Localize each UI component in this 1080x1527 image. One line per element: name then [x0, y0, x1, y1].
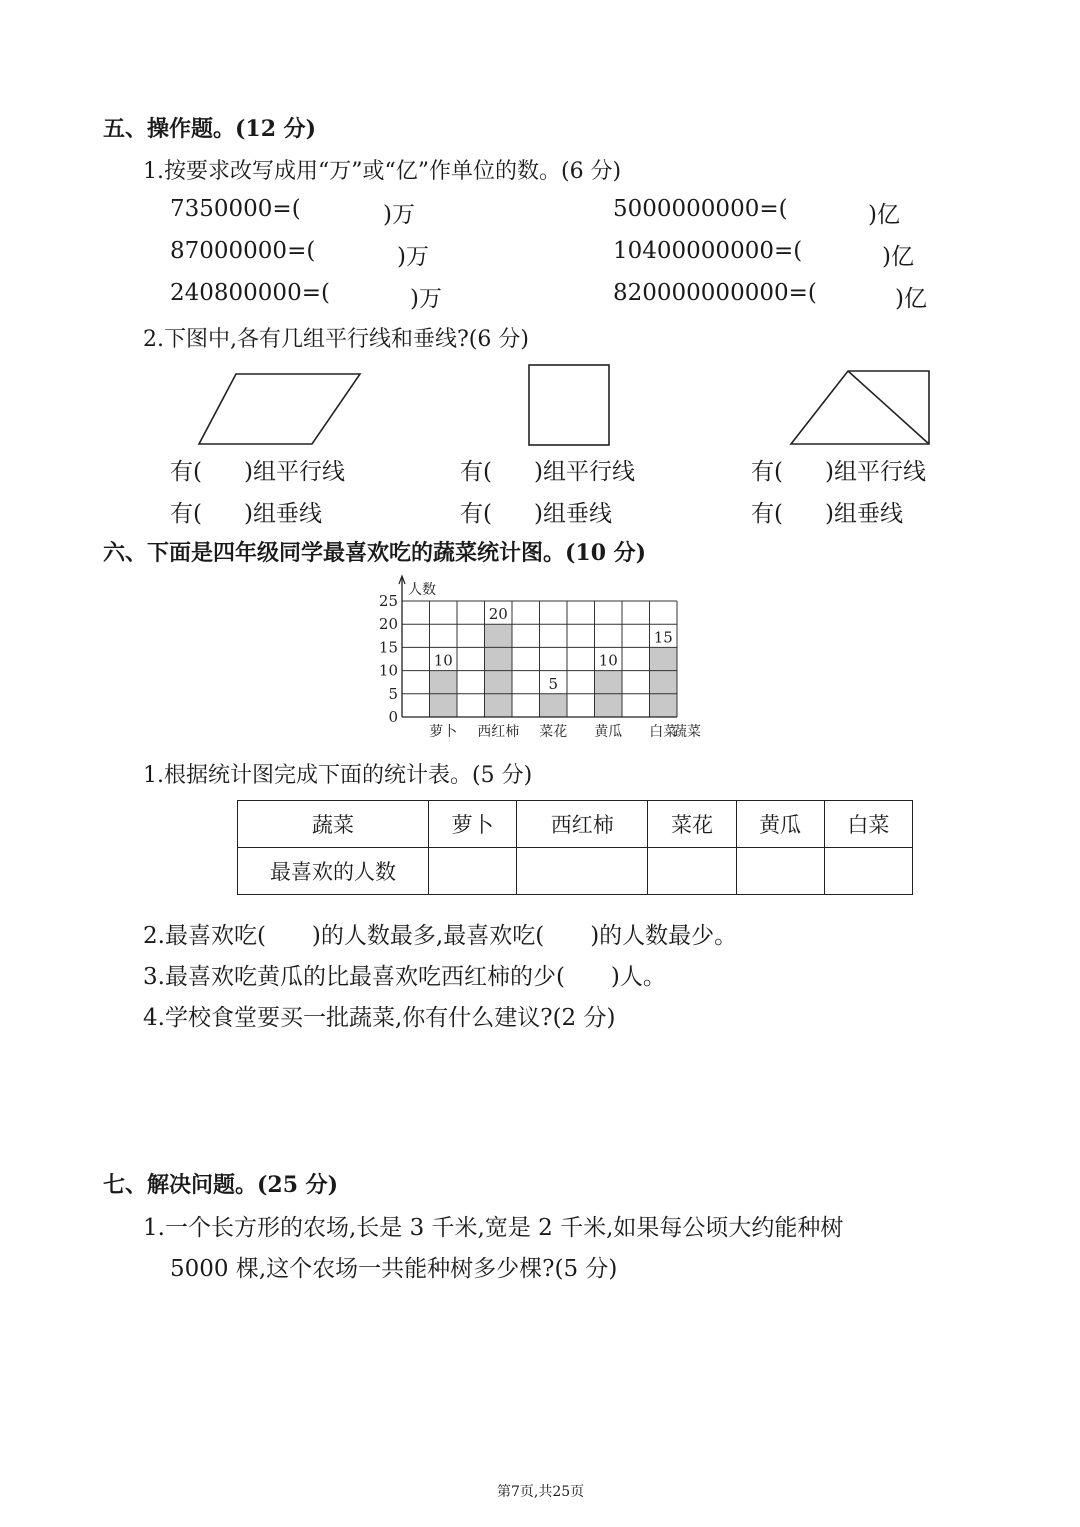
conversion-unit: )万 — [383, 202, 415, 228]
vegetable-bar-chart — [360, 572, 760, 744]
table-header-cell: 萝卜 — [429, 801, 517, 848]
conversion-number: 87000000=( — [170, 238, 316, 264]
conversion-item — [170, 280, 330, 306]
chart-x-axis-label: 蔬菜 — [673, 724, 701, 740]
answer-perp-3: 有( )组垂线 — [751, 501, 903, 527]
answer-perp-1: 有( )组垂线 — [170, 501, 322, 527]
conversion-number: 7350000=( — [170, 196, 301, 222]
table-answer-cell[interactable] — [648, 848, 736, 895]
chart-data-label: 20 — [488, 605, 508, 624]
chart-y-tick-label: 0 — [388, 708, 398, 726]
conversion-item — [613, 280, 817, 306]
section6-title: 六、下面是四年级同学最喜欢吃的蔬菜统计图。(10 分) — [103, 540, 647, 566]
table-header-row — [238, 801, 913, 848]
answer-parallel-2: 有( )组平行线 — [460, 459, 635, 485]
chart-category-label: 黄瓜 — [594, 724, 623, 740]
section5-title: 五、操作题。(12 分) — [103, 116, 317, 142]
chart-category-label: 萝卜 — [429, 724, 458, 740]
conversion-unit: )亿 — [882, 244, 914, 270]
conversion-unit: )万 — [397, 244, 429, 270]
chart-y-tick-label: 25 — [378, 592, 398, 610]
conversion-unit: )万 — [410, 286, 442, 312]
answer-parallel-3: 有( )组平行线 — [751, 459, 926, 485]
section6-q1: 1.根据统计图完成下面的统计表。(5 分) — [143, 763, 533, 788]
conversion-unit: )亿 — [895, 286, 927, 312]
page-footer: 第7页,共25页 — [497, 1484, 585, 1500]
statistics-table — [237, 800, 913, 895]
table-header-cell: 黄瓜 — [736, 801, 824, 848]
table-answer-cell[interactable] — [824, 848, 912, 895]
conversion-item — [613, 238, 802, 264]
chart-y-tick-label: 15 — [378, 638, 398, 657]
chart-y-tick-label: 20 — [378, 615, 398, 634]
conversion-item — [613, 196, 788, 222]
chart-category-label: 西红柿 — [477, 724, 520, 740]
section6-q4: 4.学校食堂要买一批蔬菜,你有什么建议?(2 分) — [143, 1005, 616, 1031]
chart-data-label: 15 — [653, 628, 673, 647]
section6-q3: 3.最喜欢吃黄瓜的比最喜欢吃西红柿的少( )人。 — [143, 964, 666, 990]
chart-y-tick-label: 5 — [388, 684, 398, 703]
conversion-item — [170, 196, 301, 222]
chart-bar — [540, 694, 568, 717]
chart-data-label: 10 — [433, 651, 453, 670]
section5-q2-prompt: 2.下图中,各有几组平行线和垂线?(6 分) — [143, 327, 529, 352]
chart-category-label: 菜花 — [539, 724, 568, 740]
table-row-label: 最喜欢的人数 — [238, 848, 429, 895]
table-answer-cell[interactable] — [736, 848, 824, 895]
conversion-number: 5000000000=( — [613, 196, 788, 222]
conversion-number: 10400000000=( — [613, 238, 803, 264]
table-row — [238, 848, 913, 895]
section7-q1-line2: 5000 棵,这个农场一共能种树多少棵?(5 分) — [170, 1256, 618, 1282]
conversion-number: 240800000=( — [170, 280, 330, 306]
answer-perp-2: 有( )组垂线 — [460, 501, 612, 527]
conversion-number: 820000000000=( — [613, 280, 817, 306]
table-header-cell: 菜花 — [648, 801, 736, 848]
trapezoid-figure — [785, 362, 935, 448]
section5-q1-prompt: 1.按要求改写成用“万”或“亿”作单位的数。(6 分) — [143, 159, 622, 184]
chart-category-label: 白菜 — [649, 724, 678, 740]
table-header-cell: 白菜 — [824, 801, 912, 848]
chart-y-tick-label: 10 — [378, 661, 398, 680]
answer-parallel-1: 有( )组平行线 — [170, 459, 345, 485]
square-figure — [520, 360, 616, 450]
section7-q1-line1: 1.一个长方形的农场,长是 3 千米,宽是 2 千米,如果每公顷大约能种树 — [143, 1215, 844, 1241]
conversion-item — [170, 238, 315, 264]
section6-q2: 2.最喜欢吃( )的人数最多,最喜欢吃( )的人数最少。 — [143, 923, 738, 949]
table-answer-cell[interactable] — [429, 848, 517, 895]
chart-bar — [650, 647, 678, 717]
section7-title: 七、解决问题。(25 分) — [103, 1172, 339, 1198]
table-header-cell: 西红柿 — [517, 801, 648, 848]
chart-data-label: 5 — [548, 674, 559, 693]
table-answer-cell[interactable] — [517, 848, 648, 895]
chart-data-label: 10 — [598, 651, 618, 670]
conversion-unit: )亿 — [868, 202, 900, 228]
table-header-cell: 蔬菜 — [238, 801, 429, 848]
parallelogram-figure — [190, 362, 370, 448]
chart-y-axis-label: 人数 — [408, 582, 436, 598]
